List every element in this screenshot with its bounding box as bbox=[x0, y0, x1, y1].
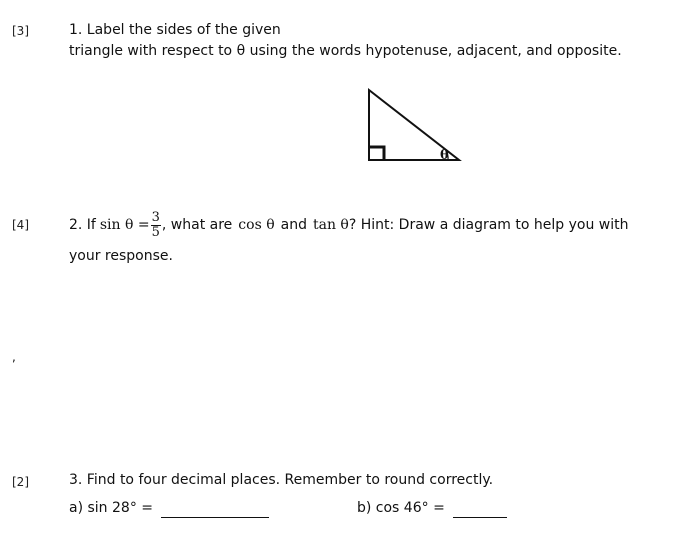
answer-blank-a[interactable] bbox=[161, 503, 269, 518]
q2-fraction bbox=[151, 211, 161, 240]
q1-line1: 1. Label the sides of the given bbox=[69, 22, 281, 38]
q2-tan-expr: tan θ bbox=[312, 217, 349, 233]
q1-marks: [3] bbox=[12, 24, 29, 38]
right-angle-marker bbox=[369, 147, 384, 160]
q2-cos-expr: cos θ bbox=[238, 217, 275, 233]
right-triangle-diagram bbox=[362, 85, 466, 167]
fraction-numerator: 3 bbox=[151, 209, 160, 225]
q1-line2: triangle with respect to θ using the words hypotenuse, adjacent, and opposite. bbox=[69, 43, 622, 59]
q2-prefix: 2. If bbox=[69, 217, 96, 233]
q3-part-b bbox=[357, 498, 507, 518]
q2-line2: your response. bbox=[69, 248, 173, 264]
theta-label: θ bbox=[440, 148, 449, 163]
q2-and: and bbox=[280, 217, 307, 233]
q2-marks: [4] bbox=[12, 218, 29, 232]
q3-part-a-label: a) sin 28° = bbox=[69, 500, 153, 516]
q2-line1 bbox=[69, 205, 629, 245]
fraction-denominator: 5 bbox=[151, 224, 160, 240]
q3-part-a bbox=[69, 498, 269, 518]
answer-blank-b[interactable] bbox=[453, 503, 507, 518]
q2-sin-expr: sin θ = bbox=[99, 217, 150, 233]
q3-line1: 3. Find to four decimal places. Remember to round correctly. bbox=[69, 472, 494, 488]
q3-part-b-label: b) cos 46° = bbox=[357, 500, 445, 516]
stray-mark: , bbox=[12, 350, 16, 364]
q2-mid: , what are bbox=[161, 217, 233, 233]
q2-hint: ? Hint: Draw a diagram to help you with bbox=[348, 217, 629, 233]
q3-marks: [2] bbox=[12, 475, 29, 489]
